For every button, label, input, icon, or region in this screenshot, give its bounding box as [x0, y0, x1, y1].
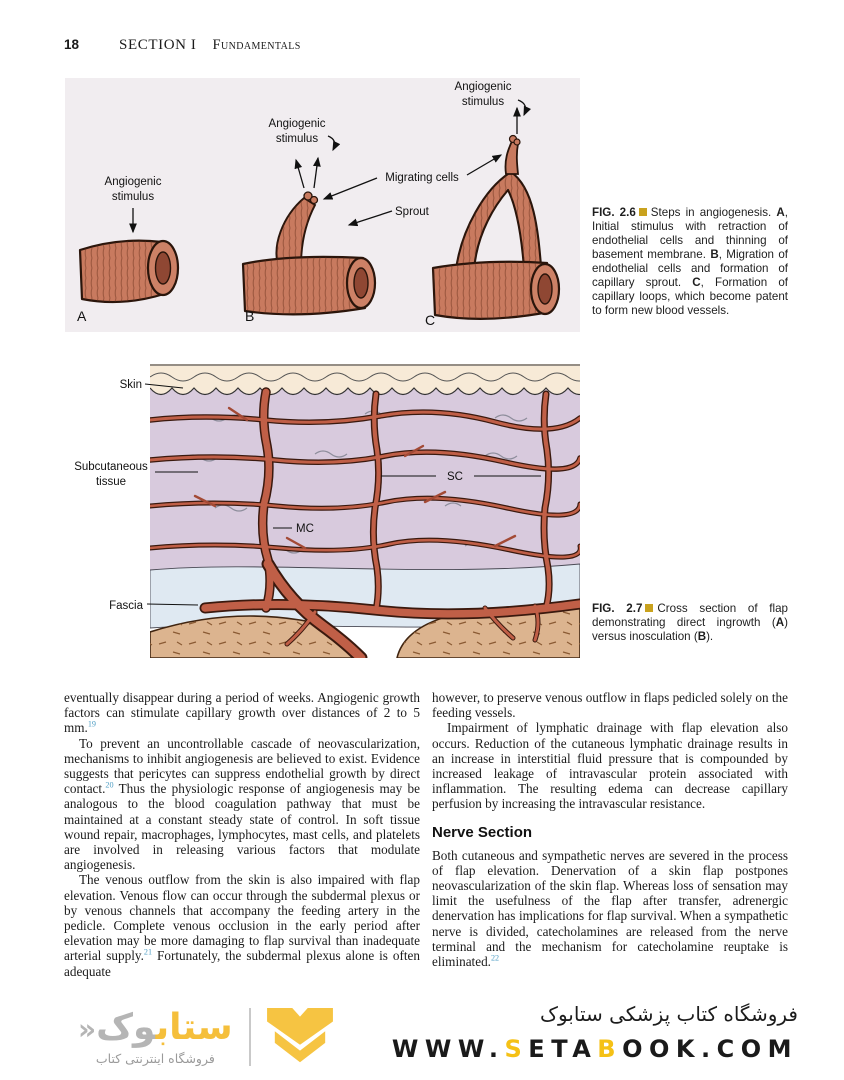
- wordmark-yellow-part: ستاب: [155, 1006, 233, 1048]
- section-label: SECTION I: [119, 37, 197, 53]
- body-paragraph: eventually disappear during a period of weeks. Angiogenic growth factors can stimulate capillary growth over distances of 2 to 5 mm.$^{19}$: [64, 690, 420, 736]
- fig27-subcutaneous-label2: tissue: [95, 476, 127, 488]
- fig26-caption-text: Steps in angiogenesis. A, Initial stimulus with retraction of endothelial cells and thinning of basement membrane. B, Migration of endothelial cells and formation of capillary sprout. C, Formation of capillary loops, which become patent to form new blood vessels.: [592, 206, 789, 317]
- page-number: 18: [64, 37, 80, 52]
- chevron-logo-icon: [265, 1006, 335, 1068]
- wordmark-gray-part: وک: [96, 1006, 156, 1048]
- body-paragraph: however, to preserve venous outflow in flaps pedicled solely on the feeding vessels.: [432, 690, 788, 721]
- fig27-caption-text: Cross section of flap demonstrating direct ingrowth (A) versus inosculation (B).: [592, 602, 788, 643]
- guillemet-icon: «: [78, 1012, 97, 1046]
- vessel-a-drawing: [80, 241, 178, 302]
- fig27-caption-tag: FIG. 2.7: [592, 602, 643, 615]
- setabook-wordmark: [78, 1006, 233, 1049]
- body-paragraph: Both cutaneous and sympathetic nerves are severed in the process of flap elevation. Denervation of a skin flap postpones neovascularization of the skin flap. Whereas loss of sensation may limit the usefulness of the flap after transfer, adrenergic denervation has implications for flap survival. When a sympathetic nerve is divided, catecholamines are released from the nerve terminal and the mechanism for catecholamine reuptake is eliminated.$^{22}$: [432, 847, 788, 970]
- body-text: [64, 690, 788, 1002]
- right-column: [432, 690, 788, 969]
- fig26-caption-tag: FIG. 2.6: [592, 206, 636, 219]
- url-part: ETA: [528, 1035, 598, 1063]
- fig-2-7-caption: [592, 602, 788, 644]
- body-paragraph: Impairment of lymphatic drainage with flap elevation also occurs. Reduction of the cutaneous lymphatic drainage results in an increase in interstitial fluid pressure that is compounded by increased leakage of intravascular protein associated with inflammation. The resulting edema can decrease capillary perfusion by increasing the intravascular resistance.: [432, 720, 788, 812]
- fig27-cross-section-drawing: [150, 364, 580, 658]
- fig27-subcutaneous-label: Subcutaneous: [74, 461, 148, 473]
- fig27-mc-label: MC: [296, 523, 314, 535]
- logo-subtitle: فروشگاه اینترنتی کتاب: [95, 1050, 215, 1066]
- fig26-a-stimulus-label: Angiogenic: [104, 176, 162, 188]
- caption-square-icon: [645, 604, 653, 612]
- body-paragraph: To prevent an uncontrollable cascade of neovascularization, mechanisms to inhibit angiogenesis are believed to exist. Evidence suggests that pericytes can suppress endothelial growth by direct contact.$^{20}$ Thus the physiologic response of angiogenesis may be analogous to the blood coagulation pathway that must be maintained at a constant steady state of control. In soft tissue wound repair, macrophages, lymphocytes, mast cells, and platelets are involved in releasing various factors that modulate angiogenesis.: [64, 735, 420, 873]
- fig27-sc-label: SC: [447, 471, 463, 483]
- fig27-skin-label: Skin: [119, 379, 142, 391]
- fig26-sprout-label: Sprout: [395, 206, 429, 218]
- left-column: [64, 690, 420, 979]
- fig-2-6-caption: [592, 206, 788, 318]
- setabook-wordmark-block: [78, 1006, 233, 1066]
- fig-2-6-illustration: [65, 78, 580, 337]
- url-letter-b: B: [597, 1035, 623, 1063]
- body-paragraph: The venous outflow from the skin is also impaired with flap elevation. Venous flow can occur through the subdermal plexus or by venous channels that accompany the feeding artery in the pedicle. Complete venous occlusion in the early period after elevation may be more damaging to flap survival than inadequate arterial supply.$^{21}$ Fortunately, the subdermal plexus alone is often adequate: [64, 872, 420, 979]
- fig27-fascia-label: Fascia: [109, 600, 143, 612]
- section-title: Fundamentals: [212, 37, 301, 53]
- fig26-b-stimulus-label: Angiogenic: [268, 118, 326, 130]
- footer-right-block: [392, 1002, 798, 1063]
- fig26-letter-c: C: [425, 312, 436, 328]
- fig26-a-stimulus-label2: stimulus: [111, 191, 155, 203]
- url-part: OOK.COM: [622, 1035, 798, 1063]
- caption-square-icon: [639, 208, 647, 216]
- fig26-letter-a: A: [77, 308, 87, 324]
- url-letter-s: S: [504, 1035, 529, 1063]
- fig26-b-stimulus-label2: stimulus: [275, 133, 319, 145]
- store-title: فروشگاه کتاب پزشکی ستابوک: [540, 1002, 798, 1026]
- page-header: [64, 36, 301, 54]
- setabook-logo: [78, 1006, 335, 1068]
- logo-divider: [249, 1008, 251, 1066]
- fig26-c-stimulus-label: Angiogenic: [454, 81, 512, 93]
- fig-2-7-illustration: [65, 358, 580, 663]
- fig26-c-stimulus-label2: stimulus: [461, 96, 505, 108]
- section-heading: Nerve Section: [432, 823, 533, 841]
- fig26-letter-b: B: [245, 308, 255, 324]
- url-part: WWW.: [391, 1035, 505, 1063]
- footer-watermark: [0, 1002, 844, 1080]
- fig26-migrating-cells-label: Migrating cells: [385, 172, 459, 184]
- website-url: [392, 1035, 798, 1063]
